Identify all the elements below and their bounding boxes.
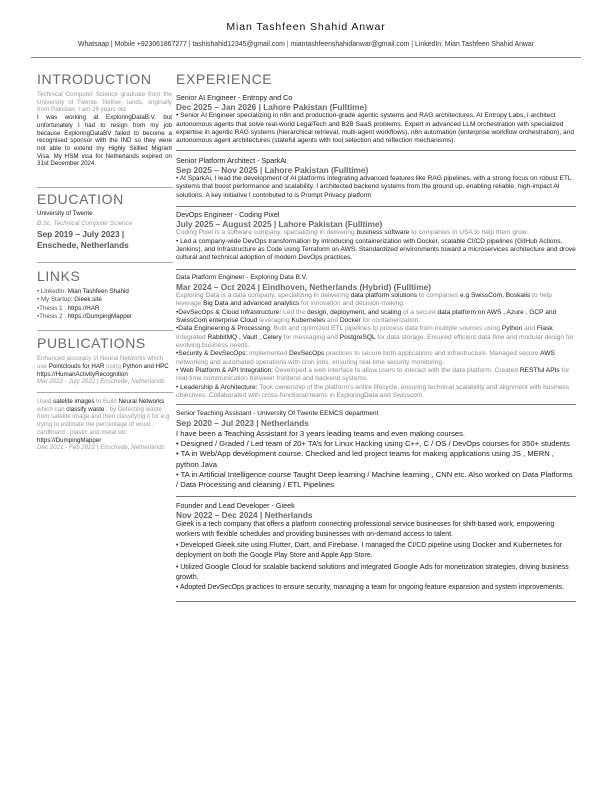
text-run: RESTful APIs [519,367,560,375]
text-run: for messaging and [281,333,340,341]
job-gieek [176,501,576,594]
job-teaching-assistant [176,409,576,490]
divider [37,330,173,331]
text-run: and [325,317,340,324]
text-run: Built and optimized ETL pipelines to process data from multiple sources using [271,325,502,333]
link-thesis-2[interactable]: •Thesis 2 : https://DumpingMapper [37,312,133,320]
text-run: for data storage. Ensured efficient data flow and modular design for evolving business needs. [176,333,574,350]
job-date: Nov 2022 – Dec 2024 | Netherlands [176,509,313,520]
link-startup[interactable]: • My Startup: Gieek.site [37,296,102,304]
job-date: Sep 2020 – Jul 2023 | Netherlands [176,418,309,429]
education-heading: EDUCATION [37,191,124,208]
text-run: •Data Engineering & Processing: [176,325,272,333]
text-run: RabbitMQ , Vault , Celery [207,333,282,341]
text-run: PostgreSQL [339,333,376,341]
job-description: • At SparkAi, I lead the development of AI platforms integrating advanced features like RAG pipelines, with a strong focus on robust ETL systems that boost performance and scalability. I architected backend systems from the ground up, enabling reliable, high-impact AI solutions. A key initiative I contributed to is Prompt Privacy platform [176,174,572,199]
text-run: to help leverage [176,291,552,308]
job-title: Data Platform Engineer - Exploring Data B.V. [176,273,308,281]
job-description: • TA in Web/App development course. Checked and led project teams for making applications using JS , MERN , python Java [176,449,554,469]
job-description [176,384,576,401]
text-run: Took ownership of the platform’s entire lifecycle, ensuring technical scalability and alignment with business objectives. Collaborated with cross-functional teams in ExploringData and Swisscom. [176,383,570,400]
text-run: AWS [540,350,555,358]
job-title: Senior Teaching Assistant - University Of Twente EEMCS department [176,410,379,418]
job-description [176,292,576,309]
education-date: Sep 2019 – July 2023 | [37,229,125,240]
job-date: Sep 2025 – Nov 2025 | Lahore Pakistan (Fulltime) [176,164,369,175]
job-description [176,309,576,326]
text-run: for innovation and decision-making. [299,300,405,308]
publication-1-url[interactable]: https://HumanActivityRecognition [37,370,128,378]
contact-line: Whatsaap | Mobile +923061867277 | tashishahid12345@gmail.com | miantashfeenshahidanwar@gmail.com | LinkedIn: Mian Tashfeen Shahid Anwar [77,41,535,48]
text-run: e.g SwissCom, Boskalis [459,291,531,299]
divider [176,496,576,497]
job-description [176,325,576,350]
text-run: • Web Platform & API Integration: [176,367,274,375]
text-run: leveraging [257,317,292,324]
text-run: networking and automated operations with cron jobs, ensuring real-time security monitoring. [176,358,444,366]
degree: B.Sc. Technical Computer Science [37,219,133,227]
text-run: Flask [536,325,553,333]
publication-1: Enhanced accuracy of Neural Networks which use Pointclouds for HAR using Python and HPC [37,355,169,370]
divider [176,404,576,405]
divider [176,269,576,270]
intro-heading: INTRODUCTION [37,71,152,87]
job-sparkai [176,156,576,200]
intro-text-1: Technical Computer Science graduate from the University of Twente, Nether- lands, originally from Pakistan. I am 26 years old. [37,91,172,114]
linkedin-contact[interactable]: LinkedIn: Mian Tashfeen Shahid Anwar [415,41,535,48]
experience-heading: EXPERIENCE [176,71,273,87]
job-entropy [176,93,576,146]
divider [37,187,173,188]
text-run: design, deployment, and scaling [306,308,402,316]
job-codingpixel [176,210,576,263]
job-date: July 2025 – August 2025 | Lahore Pakistan (Fulltime) [176,219,383,229]
text-run: data platform on AWS , Azure , GCP and SwissCom enterprise Cloud [176,308,557,324]
divider [176,150,576,151]
job-description: I have been a Teaching Assistant for 3 years leading teams and even making courses. [176,428,466,438]
text-run: Exploring Data is a data company, specializing in delivering [176,291,351,299]
text-run: Led the [281,308,307,316]
job-title: Founder and Lead Developer - Gieek [176,500,295,510]
school-name: University of Twente [37,210,93,218]
right-column [176,70,576,602]
job-title: Senior Platform Architect - SparkAi [176,155,287,165]
text-run: to companies [417,291,460,299]
job-description: • TA in Artificial Intelligence course Taught Deep learning / Machine learning , CNN etc. Also worked on Data Platforms / Data Processing and cleaning / ETL Pipelines [176,469,573,490]
text-run: Big Data and advanced analytics [203,300,300,308]
text-run: of a secure [401,308,438,316]
left-column [37,70,172,452]
text-run: Python [501,325,523,333]
publication-2-url[interactable]: https://DumpingMapper [37,436,102,444]
text-run: •DevSecOps & Cloud Infrastructure: [176,308,282,316]
divider [37,392,173,393]
job-description [176,367,576,384]
candidate-name: Mian Tashfeen Shahid Anwar [226,21,386,33]
text-run: and [522,325,537,333]
job-description: Gieek is a tech company that offers a platform connecting professional service businesses for shift-based work, empowering workers with flexible schedules and providing businesses with on-demand access to talent. [176,520,555,539]
text-run: . Integrated [176,325,555,341]
job-description: • Adopted DevSecOps practices to ensure security, managing a team for ongoing feature expansion and system improvements. [176,584,564,592]
text-run: DevSecOps [288,350,325,358]
job-description: • Utilized Google Cloud for scalable backend solutions and integrated Google Ads for monetization strategies, driving business growth. [176,561,569,581]
job-description: Coding Pixel is a software company, specializing in delivering business software to companies in USA to help them grow. [176,229,529,237]
text-run: for containerization. [360,317,421,324]
divider [176,206,576,207]
job-description: • Led a company-wide DevOps transformation by introducing containerization with Docker, scalable CI/CD pipelines (GitHub Actions, Jenkins), and Infrastructure as Code using Terraform on AWS. Standardized environments toward a microservices architecture and drove cultural and technical adoption of modern DevOps practices. [176,237,576,262]
job-description: • Senior AI Engineer specializing in n8n and production-grade agentic systems and RAG architectures. At Entropy Labs, I architect autonomous agents that solve real-world LegalTech and B2B SaaS problems. Expert in advanced LLM orchestration with specialized expertise in agentic RAG systems (hierarchical retrieval, multi-agent workflows), n8n automation (enterprise workflow orchestration), and autonomous agent architectures (stateful agents with tool selection and reflection mechanisms). [176,112,574,145]
publication-1-date: Mar 2022 - July 2022 | Enschede, Netherlands [37,378,165,386]
job-date: Dec 2025 – Jan 2026 | Lahore Pakistan (Fulltime) [176,102,367,112]
link-linkedin[interactable]: • LinkedIn: Mian Tashfeen Shahid [37,288,129,296]
header-divider [31,57,581,58]
text-run: practices to secure both applications and infrastructure. Managed secure [324,350,541,358]
education-location: Enschede, Netherlands [37,239,129,250]
publications-heading: PUBLICATIONS [37,335,146,352]
email-1[interactable]: tashishahid12345@gmail.com [192,41,285,48]
phone[interactable]: Whatsaap | Mobile +923061867277 [77,41,187,48]
divider [37,262,173,263]
text-run: • Leadership & Architecture: [176,383,258,391]
text-run: Implemented [247,350,289,358]
job-exploringdata [176,273,576,401]
publication-2-date: Dec 2021 - Feb 2022 | Enschede, Netherlands [37,444,165,452]
text-run: •Security & DevSecOps: [176,350,248,358]
job-date: Mar 2024 – Oct 2024 | Eindhoven, Netherlands (Hybrid) (Fulltime) [176,281,431,292]
publication-2: Used satelite images to Build Neural Networks which can classify waste , by Detecting waste from satelite image and then classifying it for e.g trying to estimate the percentage of wood , cardboard , plastic and metal etc [37,398,170,436]
job-description [176,350,576,367]
job-title: Senior AI Engineer - Entropy and Co [176,93,293,102]
text-run: Kubernetes [291,317,326,324]
email-2[interactable]: miantashfeenshahidanwar@gmail.com [290,41,410,48]
links-heading: LINKS [37,268,81,285]
text-run: Docker [339,317,361,324]
text-run: for real-time communication between frontend and backend systems. [176,367,570,383]
links-list [37,288,172,321]
text-run: data platform solutions [350,291,418,299]
job-description: • Developed Gieek.site using Flutter, Dart, and Firebase. I managed the CI/CD pipeline using Docker and Kubernetes for deployment on both the Google Play Store and Apple App Store. [176,540,562,560]
job-description: • Designed / Graded / Led team of 20+ TA’s for Linux Hacking using C++, C / OS / DevOps courses for 350+ students [176,439,570,449]
text-run: Developed a web interface to allow users to interact with the data platform. Created [273,367,520,375]
link-thesis-1[interactable]: •Thesis 1 : https://HAR [37,304,100,312]
intro-text-2: I was working at ExploringDataB.V. but unfortunately I had to resign from my job because ExploringDataBV failed to become a recognised sponsor with the IND so they were not able to extend my Highly Skilled Migrant Visa. My HSM visa for Netherlands expired on 31st December 2024. [37,114,172,168]
divider [176,601,576,602]
job-title: DevOps Engineer - Coding Pixel [176,210,280,219]
